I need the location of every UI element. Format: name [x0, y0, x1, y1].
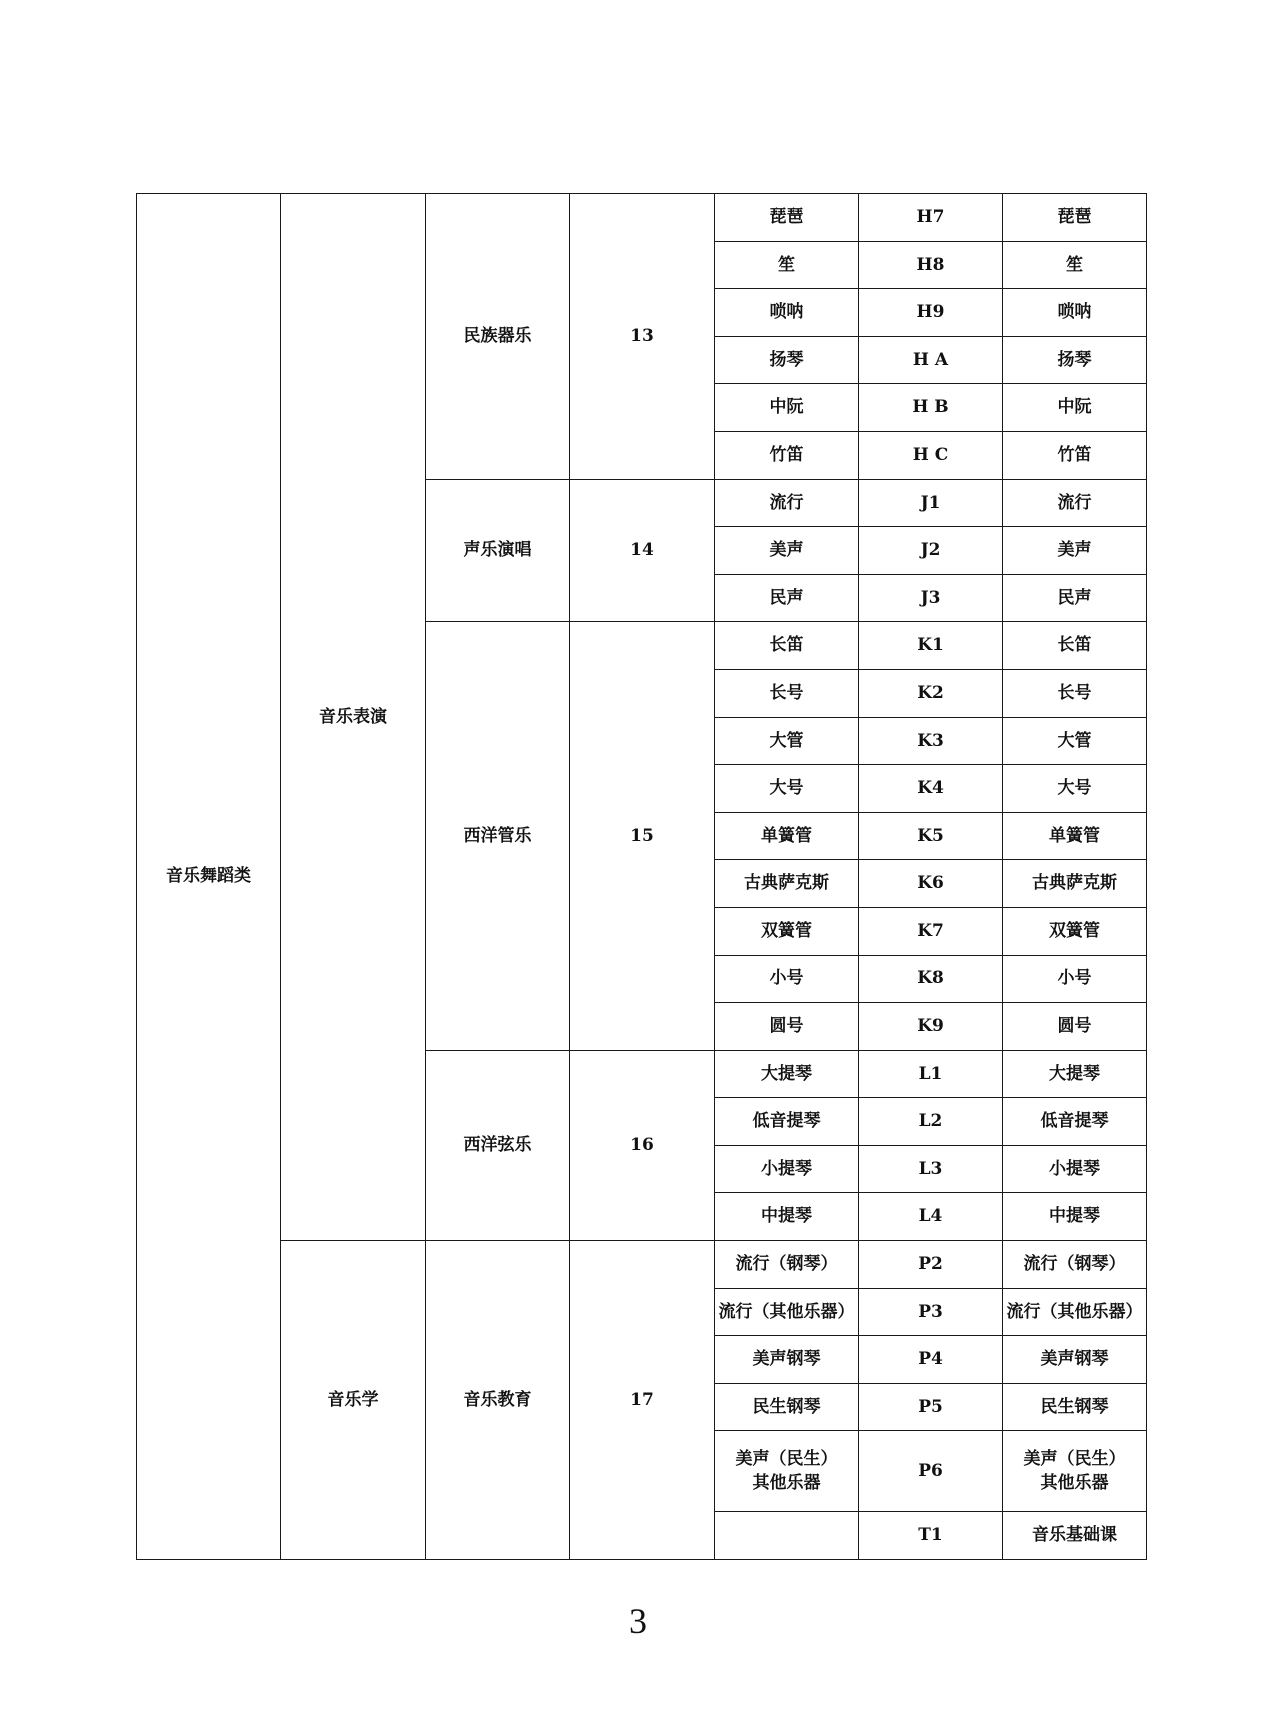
code-cell: H7: [859, 194, 1003, 242]
subject-cell: 大提琴: [1003, 1050, 1147, 1098]
item-cell: 长笛: [715, 622, 859, 670]
subject-cell: 古典萨克斯: [1003, 860, 1147, 908]
group-name-cell: 民族器乐: [426, 194, 570, 480]
item-cell: 圆号: [715, 1003, 859, 1051]
group-name-cell: 音乐教育: [426, 1241, 570, 1560]
item-cell: 小提琴: [715, 1145, 859, 1193]
code-cell: K8: [859, 955, 1003, 1003]
subject-cell: 长笛: [1003, 622, 1147, 670]
code-cell: P2: [859, 1241, 1003, 1289]
item-cell: 民声: [715, 574, 859, 622]
code-cell: K3: [859, 717, 1003, 765]
code-cell: H B: [859, 384, 1003, 432]
code-cell: P5: [859, 1383, 1003, 1431]
group-name-cell: 声乐演唱: [426, 479, 570, 622]
group-name-cell: 西洋弦乐: [426, 1050, 570, 1240]
subject-cell: 民生钢琴: [1003, 1383, 1147, 1431]
group-code-cell: 14: [570, 479, 715, 622]
code-cell: K6: [859, 860, 1003, 908]
subject-cell: 民声: [1003, 574, 1147, 622]
subject-cell: 扬琴: [1003, 336, 1147, 384]
subject-cell: 流行（其他乐器）: [1003, 1288, 1147, 1336]
code-cell: H C: [859, 431, 1003, 479]
item-cell: 古典萨克斯: [715, 860, 859, 908]
subject-cell: 中提琴: [1003, 1193, 1147, 1241]
subject-cell: 长号: [1003, 669, 1147, 717]
subject-cell: 单簧管: [1003, 812, 1147, 860]
code-cell: J2: [859, 527, 1003, 575]
major-cell: 音乐表演: [281, 194, 426, 1241]
subject-cell: 美声钢琴: [1003, 1336, 1147, 1384]
item-cell: 中阮: [715, 384, 859, 432]
code-cell: T1: [859, 1512, 1003, 1560]
item-cell: 民生钢琴: [715, 1383, 859, 1431]
item-cell: 流行（其他乐器）: [715, 1288, 859, 1336]
code-cell: P3: [859, 1288, 1003, 1336]
item-cell: 大管: [715, 717, 859, 765]
item-cell: 流行: [715, 479, 859, 527]
code-cell: H8: [859, 241, 1003, 289]
item-cell: 大提琴: [715, 1050, 859, 1098]
item-cell: 流行（钢琴）: [715, 1241, 859, 1289]
code-cell: K1: [859, 622, 1003, 670]
item-cell: 笙: [715, 241, 859, 289]
major-cell: 音乐学: [281, 1241, 426, 1560]
code-cell: P4: [859, 1336, 1003, 1384]
item-cell: 美声: [715, 527, 859, 575]
subject-cell: 低音提琴: [1003, 1098, 1147, 1146]
subject-cell: 小号: [1003, 955, 1147, 1003]
subject-code-table: [136, 193, 1147, 1560]
item-cell: 竹笛: [715, 431, 859, 479]
subject-cell: 双簧管: [1003, 907, 1147, 955]
subject-cell: 美声（民生） 其他乐器: [1003, 1431, 1147, 1512]
item-cell: [715, 1512, 859, 1560]
item-cell: 唢呐: [715, 289, 859, 337]
code-cell: K5: [859, 812, 1003, 860]
subject-cell: 小提琴: [1003, 1145, 1147, 1193]
group-code-cell: 17: [570, 1241, 715, 1560]
code-cell: L1: [859, 1050, 1003, 1098]
subject-cell: 唢呐: [1003, 289, 1147, 337]
group-name-cell: 西洋管乐: [426, 622, 570, 1050]
subject-cell: 音乐基础课: [1003, 1512, 1147, 1560]
item-cell: 单簧管: [715, 812, 859, 860]
group-code-cell: 15: [570, 622, 715, 1050]
subject-cell: 笙: [1003, 241, 1147, 289]
subject-cell: 流行（钢琴）: [1003, 1241, 1147, 1289]
item-cell: 美声钢琴: [715, 1336, 859, 1384]
code-cell: K4: [859, 765, 1003, 813]
code-cell: H9: [859, 289, 1003, 337]
group-code-cell: 13: [570, 194, 715, 480]
group-code-cell: 16: [570, 1050, 715, 1240]
subject-cell: 流行: [1003, 479, 1147, 527]
subject-cell: 竹笛: [1003, 431, 1147, 479]
subject-cell: 大号: [1003, 765, 1147, 813]
code-cell: P6: [859, 1431, 1003, 1512]
code-cell: L3: [859, 1145, 1003, 1193]
code-cell: K2: [859, 669, 1003, 717]
page-number: 3: [629, 1601, 647, 1641]
item-cell: 低音提琴: [715, 1098, 859, 1146]
code-cell: J3: [859, 574, 1003, 622]
code-cell: J1: [859, 479, 1003, 527]
code-cell: L4: [859, 1193, 1003, 1241]
subject-cell: 圆号: [1003, 1003, 1147, 1051]
subject-cell: 美声: [1003, 527, 1147, 575]
item-cell: 大号: [715, 765, 859, 813]
item-cell: 双簧管: [715, 907, 859, 955]
subject-cell: 大管: [1003, 717, 1147, 765]
subject-cell: 琵琶: [1003, 194, 1147, 242]
item-cell: 长号: [715, 669, 859, 717]
item-cell: 美声（民生） 其他乐器: [715, 1431, 859, 1512]
item-cell: 琵琶: [715, 194, 859, 242]
code-cell: K9: [859, 1003, 1003, 1051]
code-cell: L2: [859, 1098, 1003, 1146]
code-cell: K7: [859, 907, 1003, 955]
item-cell: 扬琴: [715, 336, 859, 384]
code-cell: H A: [859, 336, 1003, 384]
category-cell: 音乐舞蹈类: [137, 194, 281, 1560]
item-cell: 中提琴: [715, 1193, 859, 1241]
subject-cell: 中阮: [1003, 384, 1147, 432]
item-cell: 小号: [715, 955, 859, 1003]
